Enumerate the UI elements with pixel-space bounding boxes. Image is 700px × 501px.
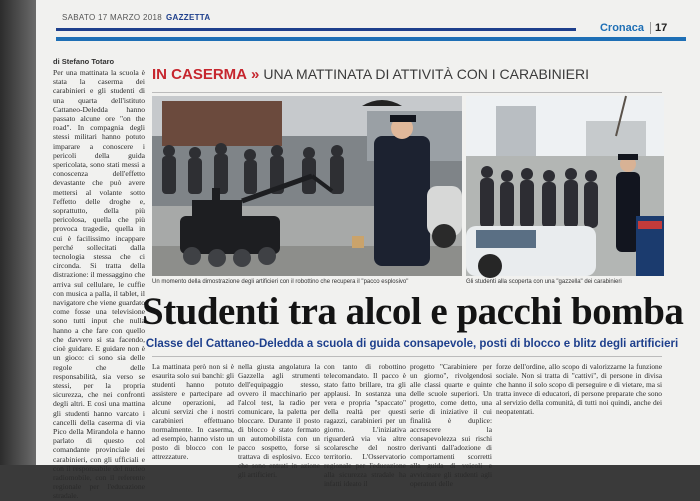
header-rule <box>56 37 686 41</box>
header-paper-name: GAZZETTA <box>165 13 211 22</box>
body-paragraph: con tanto di robottino telecomandato. Il pacco è stato fatto brillare, tra gli applausi. In sostanza una vera e propria "spaccato" della realtà per questi ragazzi, carabinieri per un giorno. L'iniziativa riguarderà via via altre scolaresche del nostro territorio. L'Osservatorio regionale per l'educazione alla sicurezza stradale ha infatti ideato il <box>324 362 406 488</box>
photo-caption-students: Gli studenti alla scoperta con una "gazzella" dei carabinieri <box>466 279 622 285</box>
body-column-4 <box>410 362 492 488</box>
body-paragraph: forze dell'ordine, allo scopo di valorizzarne la funzione sociale. Non si tratta di "cattivi", di persone in divisa che hanno il solo scopo di perseguire e di vietare, ma si tratta invece di educatori, di persone preparate che sono al servizio della comunità, di tutti noi quindi, anche dei neopatentati. <box>496 362 662 416</box>
body-paragraph: nella giusta angolatura la Gazzella agli strumenti dell'equipaggio stesso, ovvero il macchinario per l'alcol test, la radio per comunicare, la paletta per bloccare. Durante il posto di blocco è stato fermato un automobilista con un pacco sospetto, forse si trattava di esplosivo. Ecco che sono entrati in azione gli artificieri. <box>238 362 320 479</box>
background-edge <box>0 0 36 465</box>
body-column-3 <box>324 362 406 488</box>
page-number: 17 <box>650 22 685 34</box>
body-paragraph: progetto "Carabiniere per un giorno", rivolgendosi alle classi quarte e quinte delle scuole superiori. Un progetto, come detto, una serie di iniziative il cui finalità è duplice: accrescere la consapevolezza sui rischi derivanti dall'adozione di comportamenti scorretti alla guida di veicoli e avvicinare gli studenti agli operatori delle <box>410 362 492 488</box>
kicker-label: IN CASERMA <box>152 66 248 83</box>
header-rule-dark <box>56 28 576 31</box>
left-column-text <box>53 68 145 501</box>
kicker-arrows: » <box>251 66 260 83</box>
header-date: SABATO 17 MARZO 2018 GAZZETTA <box>62 13 211 22</box>
subhead-rule <box>152 356 662 357</box>
kicker-rule <box>152 92 662 93</box>
body-column-2 <box>238 362 320 479</box>
photo-students-patrol-car <box>466 96 664 276</box>
photo-robot-demonstration <box>152 96 462 276</box>
kicker-title: UNA MATTINATA DI ATTIVITÀ CON I CARABINIERI <box>263 66 590 82</box>
left-column-paragraph: Per una mattinata la scuola è stata la caserma dei carabinieri e gli studenti di una quarta dell'istituto Cattaneo-Deledda hanno passato alcune ore "on the road". In compagnia degli stessi militari hanno potuto imparare a conoscere i pericoli della guida spericolata, sono stati messi a conoscenza dell'effetto devastante che può avere mettersi al volante sotto l'effetto delle droghe e, soprattutto, della più pericolosa, quella che più provoca tragedie, quella in cui è facilissimo incappare perché sollecitati dalla tecnologia stessa che ci circonda. Si tratta della distrazione: il messaggino che arriva sul cellulare, le cuffie con musica a palla, il tablet, il navigatore che viene guardato come fosse una televisione sono tutti input che nulla hanno a che fare con quello che davvero si sta facendo, cioè guidare. E guidare non è un gioco: ci sono sia delle regole che delle responsabilità, sia verso se stessi, per la propria sicurezza, che nei confronti degli altri. E così una mattina gli studenti hanno varcato i cancelli della caserma di via Pico della Mirandola e hanno parlato di questo col comandante provinciale dei carabinieri, con gli ufficiali e con il responsabile del nucleo radiomobile, con il referente regionale per l'educazione stradale. <box>53 68 145 501</box>
photo-caption-robot: Un momento della dimostrazione degli artificieri con il robottino che recupera il "pacco esplosivo" <box>152 279 409 285</box>
body-column-5 <box>496 362 662 465</box>
section-title: Cronaca <box>599 22 644 34</box>
byline: di Stefano Totaro <box>53 57 115 66</box>
photo-robot-illustration <box>152 96 462 276</box>
kicker <box>152 66 662 90</box>
body-paragraph: La mattinata però non si è esaurita solo sui banchi: gli studenti hanno potuto assistere e partecipare ad alcune operazioni, ad alcuni servizi che i nostri carabinieri effettuano normalmente. In caserma, ad esempio, hanno visto un posto di blocco con le attrezzature. <box>152 362 234 461</box>
body-column-1 <box>152 362 234 465</box>
article-subhead: Classe del Cattaneo-Deledda a scuola di guida consapevole, posti di blocco e blitz degli artificieri <box>145 338 679 350</box>
article-headline: Studenti tra alcol e pacchi bomba <box>142 290 684 333</box>
photo-students-illustration <box>466 96 664 276</box>
